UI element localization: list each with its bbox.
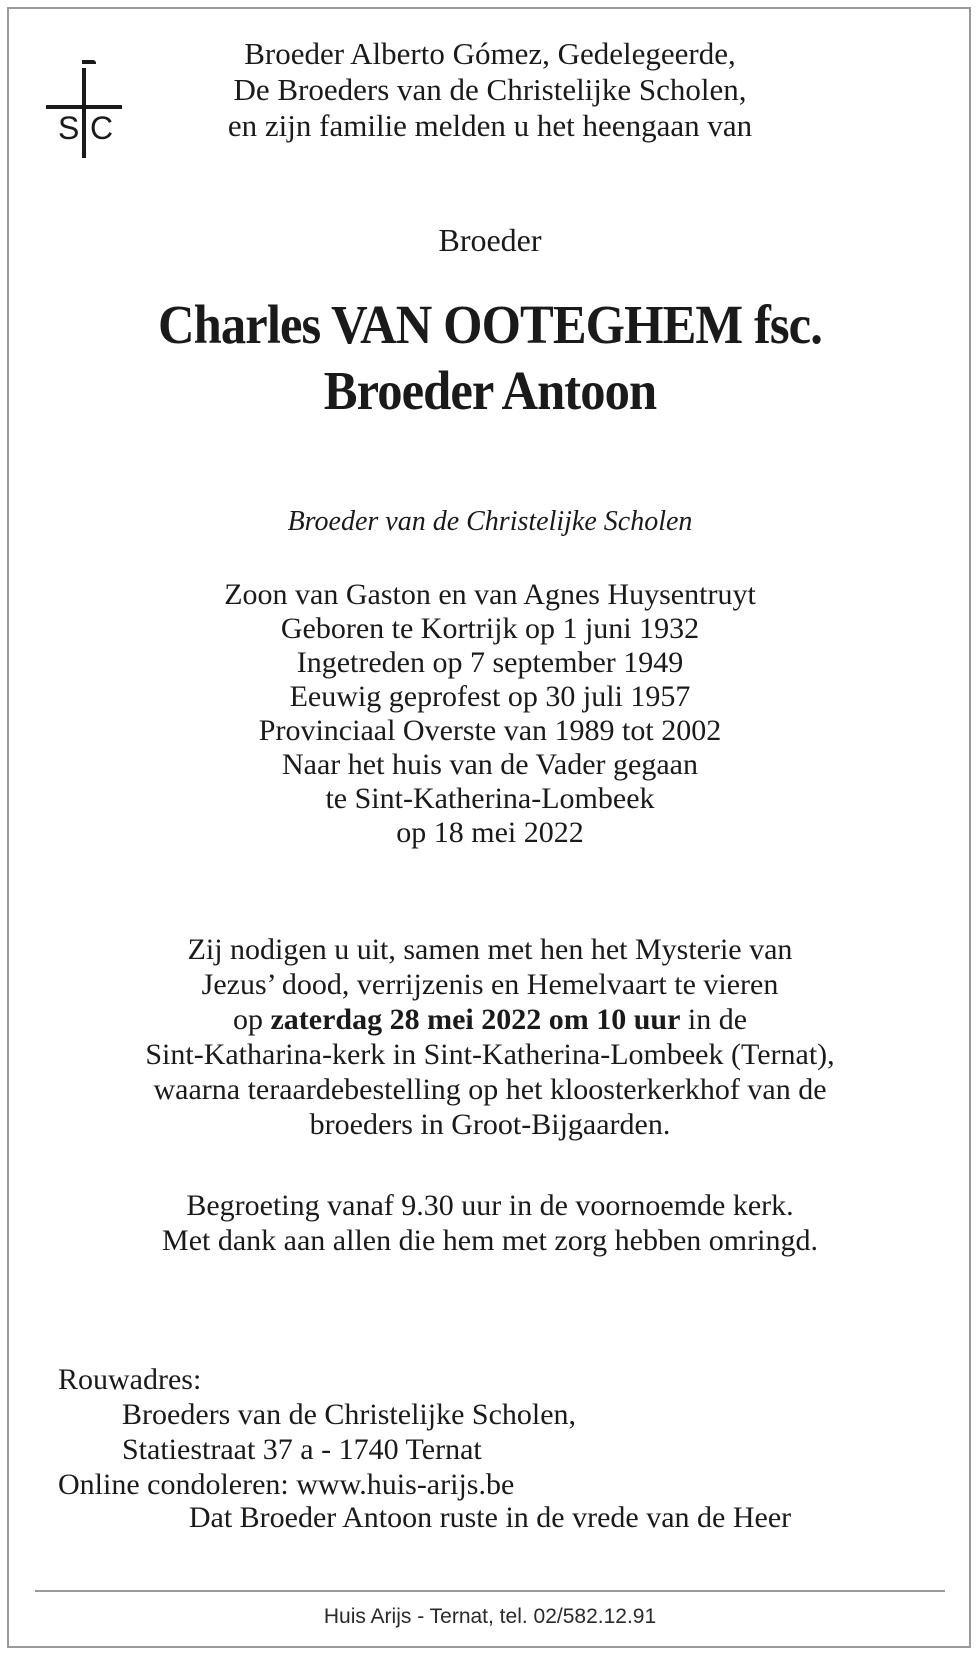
deceased-name: Charles VAN OOTEGHEM fsc.: [158, 294, 822, 355]
funeral-date-time: zaterdag 28 mei 2022 om 10 uur: [270, 1003, 681, 1036]
invitation-post: in de: [680, 1003, 748, 1036]
invitation-pre: op: [232, 1003, 271, 1036]
fact-line: Provinciaal Overste van 1989 tot 2002: [258, 714, 722, 747]
address-label: Rouwadres:: [58, 1363, 202, 1396]
fact-line: Eeuwig geprofest op 30 juli 1957: [289, 680, 691, 713]
funeral-invitation: [40, 932, 940, 1142]
fact-line: op 18 mei 2022: [396, 816, 584, 849]
logo-letter-c: C: [90, 110, 114, 146]
invitation-line-4: Sint-Katharina-kerk in Sint-Katherina-Lombeek (Ternat),: [145, 1038, 835, 1071]
header-line-3: en zijn familie melden u het heengaan van: [227, 108, 753, 143]
address-line-2: Statiestraat 37 a - 1740 Ternat: [122, 1433, 482, 1466]
fact-line: Zoon van Gaston en van Agnes Huysentruyt: [224, 578, 756, 611]
fact-line: Geboren te Kortrijk op 1 juni 1932: [280, 612, 700, 645]
invitation-line-3: [40, 1002, 940, 1037]
biography-facts: [40, 578, 940, 850]
deceased-religious-name: Broeder Antoon: [323, 360, 657, 421]
invitation-line-5: waarna teraardebestelling op het kloosterkerkhof van de: [153, 1073, 827, 1106]
header-line-1: Broeder Alberto Gómez, Gedelegeerde,: [244, 36, 736, 71]
logo-letter-s: S: [58, 110, 80, 146]
invitation-line-1: Zij nodigen u uit, samen met hen het Mysterie van: [187, 933, 793, 966]
fact-line: Ingetreden op 7 september 1949: [296, 646, 684, 679]
footer-divider: [35, 1590, 945, 1592]
announcement-header: [40, 36, 940, 144]
greeting-line-2: Met dank aan allen die hem met zorg hebben omringd.: [162, 1224, 818, 1257]
header-line-2: De Broeders van de Christelijke Scholen,: [233, 72, 747, 107]
deceased-title: Broeder: [438, 222, 542, 258]
closing-prayer: Dat Broeder Antoon ruste in de vrede van de Heer: [188, 1501, 792, 1534]
congregation-subtitle: Broeder van de Christelijke Scholen: [287, 506, 693, 537]
invitation-line-2: Jezus’ dood, verrijzenis en Hemelvaart te vieren: [201, 968, 779, 1001]
greeting-line-1: Begroeting vanaf 9.30 uur in de voornoemde kerk.: [186, 1189, 794, 1222]
mourning-address: [58, 1362, 576, 1502]
online-condolence: Online condoleren: www.huis-arijs.be: [58, 1468, 515, 1501]
greeting-info: [40, 1188, 940, 1258]
fact-line: te Sint-Katherina-Lombeek: [325, 782, 655, 815]
funeral-home-footer: Huis Arijs - Ternat, tel. 02/582.12.91: [323, 1605, 657, 1628]
deceased-name-block: [76, 292, 904, 424]
fact-line: Naar het huis van de Vader gegaan: [282, 748, 698, 781]
invitation-line-6: broeders in Groot-Bijgaarden.: [309, 1108, 671, 1141]
address-line-1: Broeders van de Christelijke Scholen,: [122, 1398, 577, 1431]
